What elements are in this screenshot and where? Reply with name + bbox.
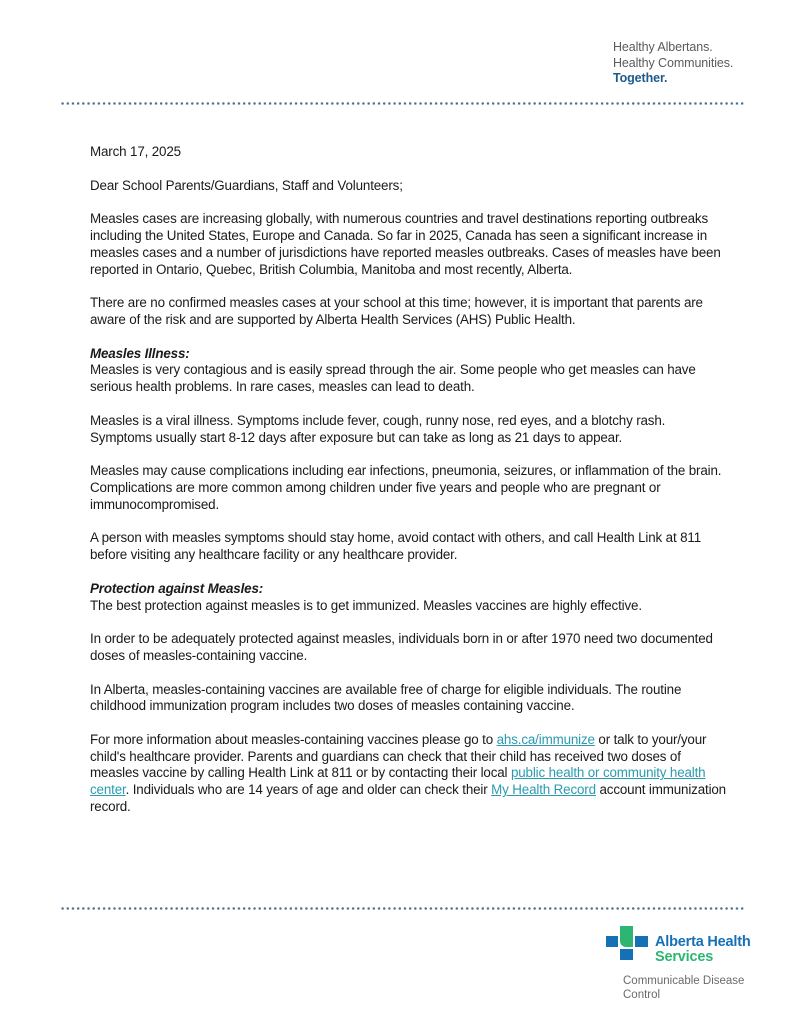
- paragraph-protection-1: The best protection against measles is to get immunized. Measles vaccines are highly effective.: [90, 597, 642, 613]
- paragraph-illness-3: Measles may cause complications including ear infections, pneumonia, seizures, or inflammation of the brain. Complications are more common among children under five years and people who are pregnant or immunocompromised.: [90, 463, 722, 512]
- paragraph-illness-1: Measles is very contagious and is easily spread through the air. Some people who get measles can have serious health problems. In rare cases, measles can lead to death.: [90, 362, 696, 395]
- text-segment: . Individuals who are 14 years of age and older can check their: [125, 782, 492, 798]
- ahs-cross-icon: [606, 926, 650, 960]
- link-my-health-record[interactable]: My Health Record: [491, 782, 596, 798]
- link-public-health-center[interactable]: public health or community health center: [90, 765, 706, 798]
- tagline-line-3: Together.: [613, 71, 668, 85]
- paragraph-protection-4: [90, 732, 730, 816]
- paragraph-illness-2: Measles is a viral illness. Symptoms include fever, cough, runny nose, red eyes, and a blotchy rash. Symptoms usually start 8-12 days after exposure but can take as long as 21 days to appear.: [90, 412, 666, 445]
- heading-measles-illness: Measles Illness:: [90, 345, 190, 361]
- paragraph-protection-3: In Alberta, measles-containing vaccines are available free of charge for eligible individuals. The routine childhood immunization program includes two doses of measles containing vaccine.: [90, 681, 682, 714]
- division-name: [623, 974, 763, 1002]
- brand-line-2: Services: [655, 949, 714, 965]
- text-segment: For more information about measles-containing vaccines please go to: [90, 731, 497, 747]
- text-segment: account immunization record.: [90, 782, 726, 815]
- division-line-2: Control: [623, 989, 661, 1001]
- tagline-line-2: Healthy Communities.: [613, 55, 734, 70]
- paragraph-intro: Measles cases are increasing globally, with numerous countries and travel destinations reporting outbreaks including the United States, Europe and Canada. So far in 2025, Canada has seen a significant increase in measles cases and a number of jurisdictions have reported measles outbreaks. Cases of measles have been reported in Ontario, Quebec, British Columbia, Manitoba and most recently, Alberta.: [90, 211, 721, 277]
- footer-dotted-divider: [60, 907, 746, 910]
- brand-line-1: Alberta Health: [655, 934, 751, 950]
- paragraph-no-cases: There are no confirmed measles cases at your school at this time; however, it is important that parents are aware of the risk and are supported by Alberta Health Services (AHS) Public Health.: [90, 295, 703, 327]
- tagline-line-1: Healthy Albertans.: [613, 40, 713, 54]
- link-ahs-immunize[interactable]: ahs.ca/immunize: [496, 731, 595, 747]
- heading-protection: Protection against Measles:: [90, 580, 264, 596]
- division-line-1: Communicable Disease: [623, 975, 745, 987]
- text-segment: or talk to your/your child's healthcare provider. Parents and guardians can check that their child has received two doses of measles vaccine by calling Health Link at 811 or by contacting their local: [90, 731, 707, 781]
- paragraph-protection-2: In order to be adequately protected against measles, individuals born in or after 1970 need two documented doses of measles-containing vaccine.: [90, 631, 713, 663]
- header-dotted-divider: [60, 102, 746, 105]
- header-tagline: [613, 40, 733, 87]
- letter-salutation: Dear School Parents/Guardians, Staff and Volunteers;: [90, 177, 403, 193]
- paragraph-illness-4: A person with measles symptoms should stay home, avoid contact with others, and call Health Link at 811 before visiting any healthcare facility or any healthcare provider.: [90, 530, 702, 563]
- ahs-brand-name: [655, 935, 751, 965]
- letter-date: March 17, 2025: [90, 144, 181, 159]
- letter-body: [90, 144, 730, 833]
